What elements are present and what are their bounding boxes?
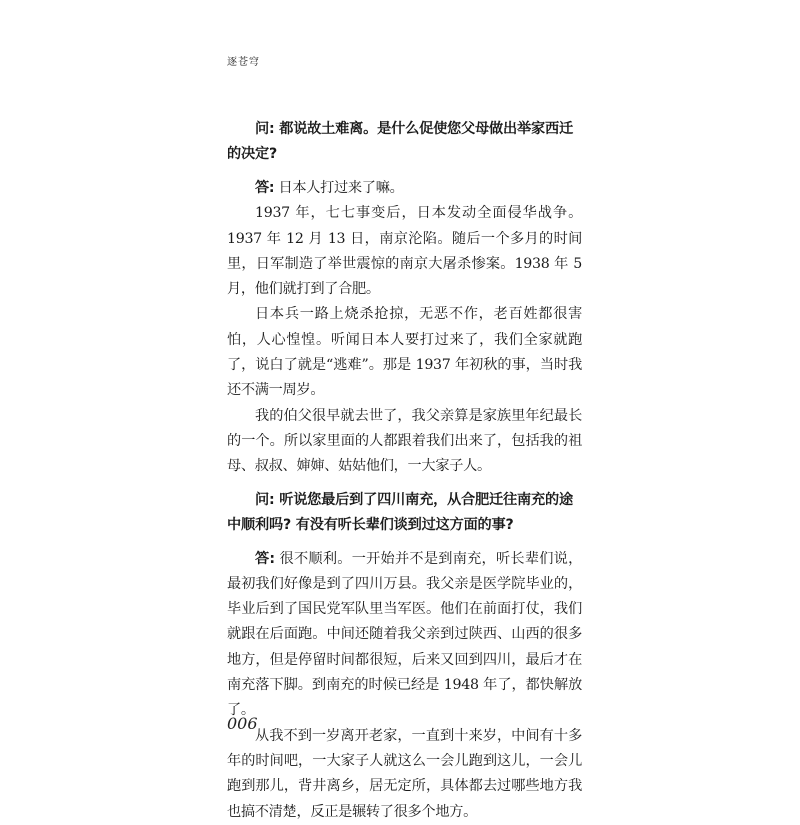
paragraph: 日本兵一路上烧杀抢掠，无恶不作，老百姓都很害怕，人心惶惶。听闻日本人要打过来了，我们全家就跑了，说白了就是“逃难”。那是 1937 年初秋的事，当时我还不满一周岁。 — [227, 306, 582, 399]
page-body — [227, 117, 582, 825]
answer-text: 很不顺利。一开始并不是到南充，听长辈们说，最初我们好像是到了四川万县。我父亲是医学院毕业的，毕业后到了国民党军队里当军医。他们在前面打仗，我们就跟在后面跑。中间还随着我父亲到过陕西、山西的很多地方，但是停留时间都很短，后来又回到四川，最后才在南充落下脚。到南充的时候已经是 1948 年了，都快解放了。 — [227, 550, 582, 719]
page-number: 006 — [227, 714, 258, 733]
answer-2 — [227, 547, 582, 724]
paragraph: 1937 年，七七事变后，日本发动全面侵华战争。1937 年 12 月 13 日，南京沦陷。随后一个多月的时间里，日军制造了举世震惊的南京大屠杀惨案。1938 年 5 月，他们就打到了合肥。 — [227, 205, 582, 298]
answer-label: 答: — [255, 180, 275, 196]
question-1: 问: 都说故土难离。是什么促使您父母做出举家西迁的决定? — [227, 121, 573, 162]
answer-1 — [227, 176, 582, 201]
paragraph: 我的伯父很早就去世了，我父亲算是家族里年纪最长的一个。所以家里面的人都跟着我们出来了，包括我的祖母、叔叔、婶婶、姑姑他们，一大家子人。 — [227, 407, 582, 475]
paragraph: 从我不到一岁离开老家，一直到十来岁，中间有十多年的时间吧，一大家子人就这么一会儿跑到这儿，一会儿跑到那儿，背井离乡，居无定所，具体都去过哪些地方我也搞不清楚，反正是辗转了很多个地方。 — [227, 727, 582, 820]
question-2: 问: 听说您最后到了四川南充，从合肥迁往南充的途中顺利吗? 有没有听长辈们谈到过这方面的事? — [227, 491, 573, 533]
answer-text: 日本人打过来了嘛。 — [274, 180, 404, 196]
answer-label: 答: — [255, 550, 275, 567]
running-head: 逐苍穹 — [227, 57, 260, 68]
